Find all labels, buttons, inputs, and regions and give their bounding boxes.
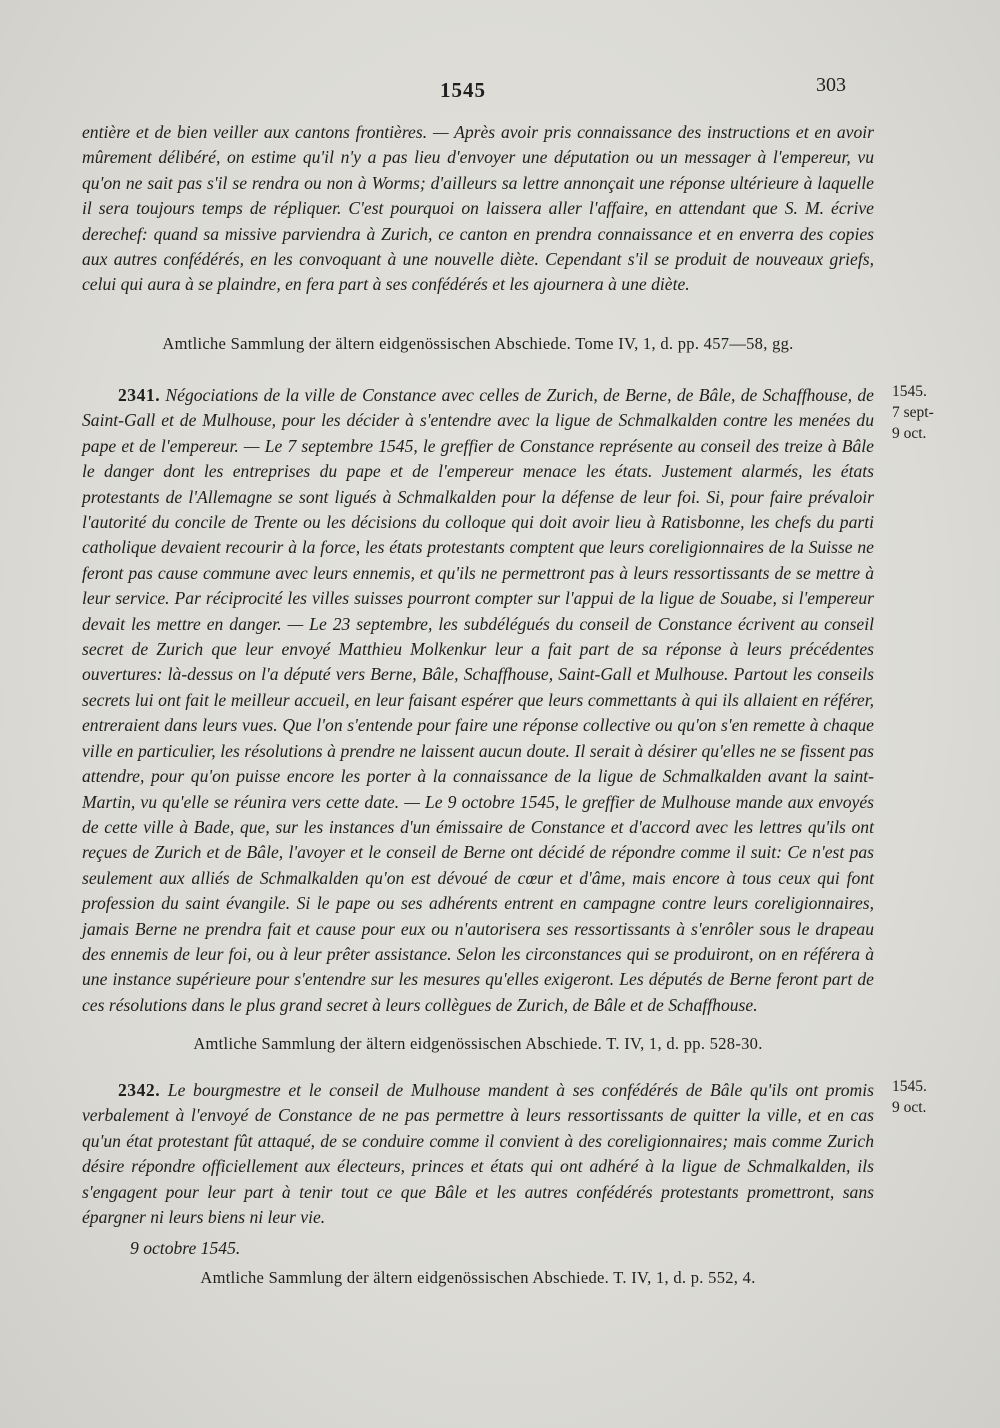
entry-text: Le bourgmestre et le conseil de Mulhouse mandent à ses confédérés de Bâle qu'ils ont promis verbalement à l'envoyé de Constance de ne pas permettre à leurs ressortissants de quitter la ville, et en cas qu'un état protestant fût attaqué, de se conduire comme il convient à des coreligionnaires; mais comme Zurich désire répondre officiellement aux électeurs, princes et états qui ont adhéré à la ligue de Schmalkalden, ils s'engagent pour leur part à tenir tout ce que Bâle et les autres confédérés protestants promettront, sans épargner ni leurs biens ni leur vie. xyxy=(82,1080,875,1228)
intro-citation: Amtliche Sammlung der ältern eidgenössischen Abschiede. Tome IV, 1, d. pp. 457—58, gg. xyxy=(162,334,794,353)
intro-paragraph: entière et de bien veiller aux cantons frontières. — Après avoir pris connaissance des instructions et en avoir mûrement délibéré, on estime qu'il n'y a pas lieu d'envoyer une députation ou un messager à l'empereur, vu qu'on ne sait pas s'il se rendra ou non à Worms; d'ailleurs sa lettre annonçait une réponse ultérieure à laquelle il sera toujours temps de répliquer. C'est pourquoi on laissera aller l'affaire, en attendant que S. M. écrive derechef: quand sa missive parviendra à Zurich, ce canton en prendra connaissance et en enverra des copies aux autres confédérés, en les convoquant à une nouvelle diète. Cependant s'il se produit de nouveaux griefs, celui qui aura à se plaindre, en fera part à ses confédérés et les ajournera à une diète. xyxy=(82,122,874,295)
date-line: 9 oct. xyxy=(892,1099,927,1116)
date-line: 1545. xyxy=(892,383,927,400)
entry-2341 xyxy=(82,383,874,1018)
header-year: 1545 xyxy=(440,78,486,102)
entry-2342-signature-line xyxy=(82,1238,874,1259)
date-line: 1545. xyxy=(892,1078,927,1095)
entry-2341-citation: Amtliche Sammlung der ältern eidgenössischen Abschiede. T. IV, 1, d. pp. 528-30. xyxy=(193,1034,763,1053)
entry-number: 2341. xyxy=(118,385,161,405)
entry-signature: 9 octobre 1545. xyxy=(130,1238,241,1258)
page-number: 303 xyxy=(816,74,846,96)
page-header xyxy=(0,74,1000,108)
date-line: 7 sept- xyxy=(892,404,934,421)
entry-2342 xyxy=(82,1078,874,1230)
entry-2342-dates xyxy=(892,1076,972,1118)
date-line: 9 oct. xyxy=(892,425,927,442)
entry-2342-citation: Amtliche Sammlung der ältern eidgenössischen Abschiede. T. IV, 1, d. p. 552, 4. xyxy=(200,1268,756,1287)
entry-number: 2342. xyxy=(118,1080,161,1100)
entry-2341-dates xyxy=(892,381,972,444)
entry-text: Négociations de la ville de Constance avec celles de Zurich, de Berne, de Bâle, de Schaffhouse, de Saint-Gall et de Mulhouse, pour les décider à s'entendre avec la ligue de Schmalkalden contre les menées du pape et de l'empereur. — Le 7 septembre 1545, le greffier de Constance représente au conseil des treize à Bâle le danger dont les entreprises du pape et de l'empereur menace les états. Justement alarmés, les états protestants de l'Allemagne se sont ligués à Schmalkalden pour la défense de leur foi. Si, pour faire prévaloir l'autorité du concile de Trente ou les décisions du colloque qui doit avoir lieu à Ratisbonne, les chefs du parti catholique devaient recourir à la force, les états protestants comptent que leurs coreligionnaires de la Suisse ne feront pas cause commune avec leurs ennemis, et qu'ils ne permettront pas à leurs ressortissants de se mettre à leur service. Par réciprocité les villes suisses pourront compter sur l'appui de la ligue de Souabe, si l'empereur devait les mettre en danger. — Le 23 septembre, les subdélégués du conseil de Constance écrivent au conseil secret de Zurich que leur envoyé Matthieu Molkenkur leur a fait part de sa réponse à leurs précédentes ouvertures: là-dessus on l'a député vers Berne, Bâle, Schaffhouse, Saint-Gall et Mulhouse. Partout les conseils secrets lui ont fait le meilleur accueil, en leur faisant espérer que leurs commettants à qui ils allaient en référer, entreraient dans leurs vues. Que l'on s'entende pour faire une réponse collective ou qu'on s'en remette à chaque ville en particulier, les résolutions à prendre ne laissent aucun doute. Il serait à désirer qu'elles ne se fissent pas attendre, pour qu'on puisse encore les porter à la connaissance de la ligue de Schmalkalden avant la saint-Martin, vu qu'elle se réunira vers cette date. — Le 9 octobre 1545, le greffier de Mulhouse mande aux envoyés de cette ville à Bade, que, sur les instances d'un émissaire de Constance et d'accord avec les lettres qu'ils ont reçues de Zurich et de Bâle, l'avoyer et le conseil de Berne ont décidé de répondre comme il suit: Ce n'est pas seulement aux alliés de Schmalkalden qu'on est dévoué de cœur et d'âme, mais encore à tous ceux qui font profession du saint évangile. Si le pape ou ses adhérents entrent en campagne contre leurs coreligionnaires, jamais Berne ne prendra fait et cause pour eux ou n'autorisera ses ressortissants à s'enrôler sous le drapeau des ennemis de leur foi, ou à leur prêter assistance. Selon les circonstances qui se produiront, on en référera à une instance supérieure pour s'entendre sur les mesures qu'elles exigeront. Les députés de Berne feront part de ces résolutions dans le plus grand secret à leurs collègues de Zurich, de Bâle et de Schaffhouse. xyxy=(82,385,874,1015)
